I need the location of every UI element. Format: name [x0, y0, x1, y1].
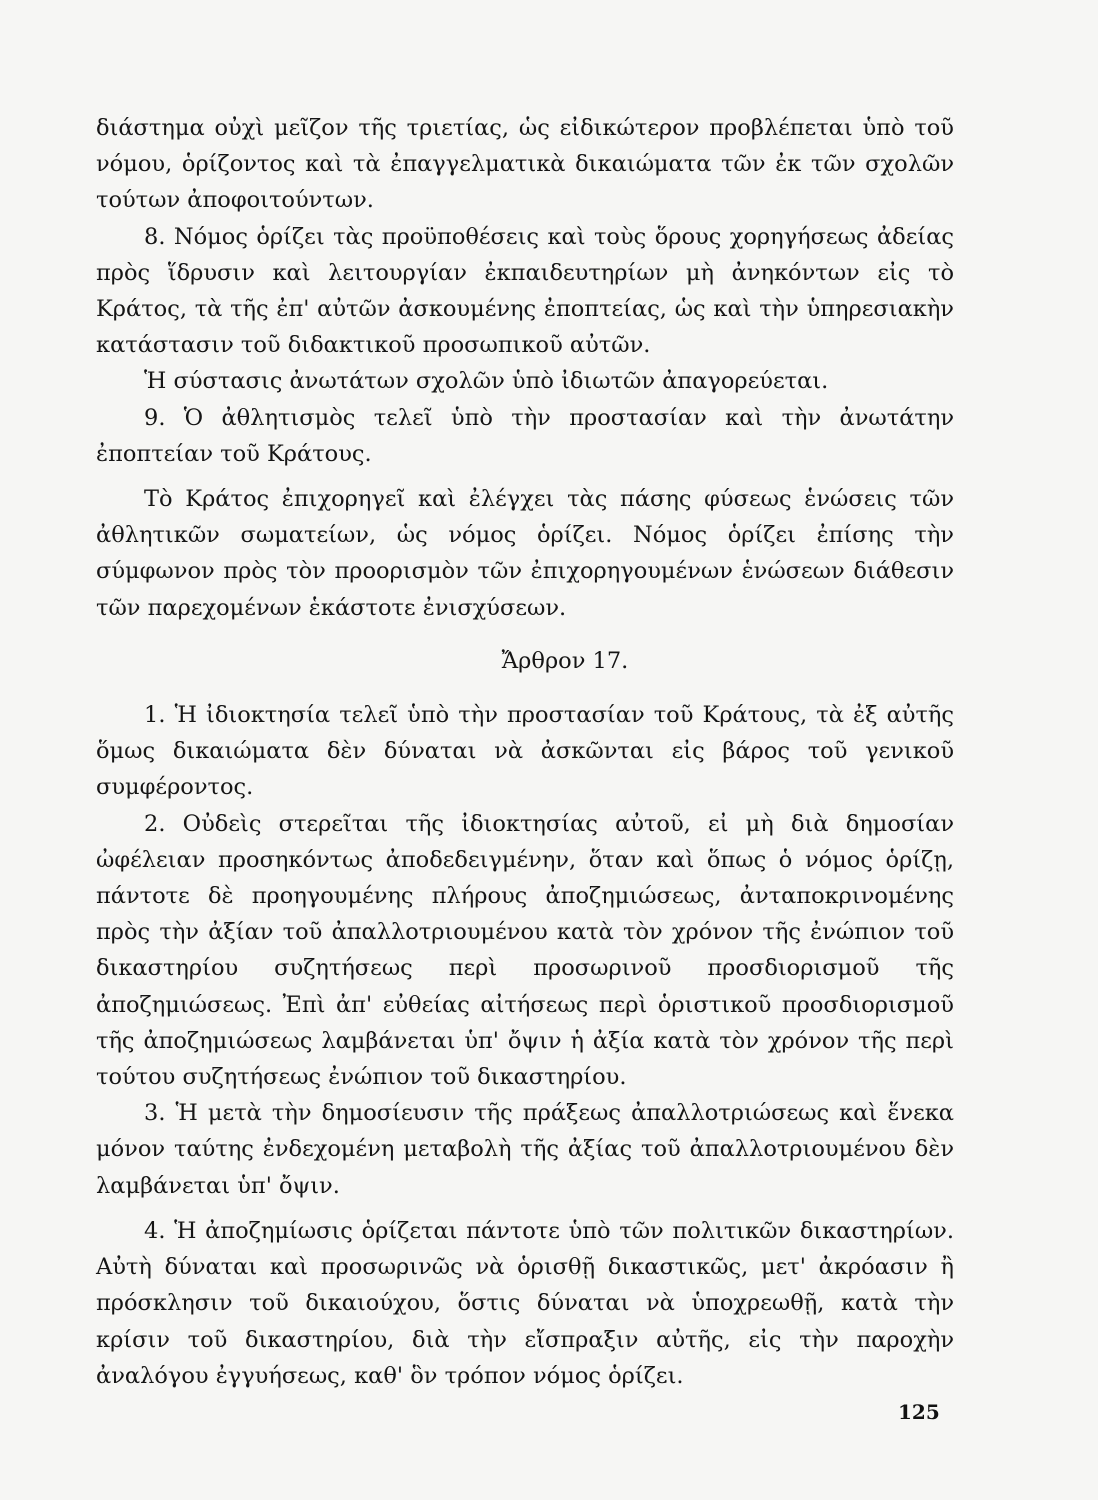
article-heading: Ἄρθρον 17. [501, 647, 629, 674]
body-text [96, 110, 954, 1394]
page-number: 125 [898, 1400, 940, 1424]
article-17-clause-4: 4. Ἡ ἀποζημίωσις ὁρίζεται πάντοτε ὑπὸ τῶν πολιτικῶν δικαστηρίων. Αὐτὴ δύναται καὶ προσωρινῶς νὰ ὁρισθῇ δικαστικῶς, μετ' ἀκρόασιν ἢ πρόσκλησιν τοῦ δικαιούχου, ὅστις δύναται νὰ ὑποχρεωθῇ, κατὰ τὴν κρίσιν τοῦ δικαστηρίου, διὰ τὴν εἴσπραξιν αὐτῆς, εἰς τὴν παροχὴν ἀναλόγου ἐγγυήσεως, καθ' ὃν τρόπον νόμος ὁρίζει. [96, 1217, 954, 1389]
paragraph-clause-8: 8. Νόμος ὁρίζει τὰς προϋποθέσεις καὶ τοὺς ὅρους χορηγήσεως ἀδείας πρὸς ἵδρυσιν καὶ λειτουργίαν ἐκπαιδευτηρίων μὴ ἀνηκόντων εἰς τὸ Κράτος, τὰ τῆς ἐπ' αὐτῶν ἀσκουμένης ἐποπτείας, ὡς καὶ τὴν ὑπηρεσιακὴν κατάστασιν τοῦ διδακτικοῦ προσωπικοῦ αὐτῶν. [96, 223, 954, 359]
article-17-clause-2: 2. Οὐδεὶς στερεῖται τῆς ἰδιοκτησίας αὐτοῦ, εἰ μὴ διὰ δημοσίαν ὠφέλειαν προσηκόντως ἀποδεδειγμένην, ὅταν καὶ ὅπως ὁ νόμος ὁρίζῃ, πάντοτε δὲ προηγουμένης πλήρους ἀποζημιώσεως, ἀνταποκρινομένης πρὸς τὴν ἀξίαν τοῦ ἀπαλλοτριουμένου κατὰ τὸν χρόνον τῆς ἐνώπιον τοῦ δικαστηρίου συζητήσεως περὶ προσωρινοῦ προσδιορισμοῦ τῆς ἀποζημιώσεως. Ἐπὶ ἀπ' εὐθείας αἰτήσεως περὶ ὁριστικοῦ προσδιορισμοῦ τῆς ἀποζημιώσεως λαμβάνεται ὑπ' ὄψιν ἡ ἀξία κατὰ τὸν χρόνον τῆς περὶ τούτου συζητήσεως ἐνώπιον τοῦ δικαστηρίου. [96, 810, 954, 1091]
article-17-clause-3: 3. Ἡ μετὰ τὴν δημοσίευσιν τῆς πράξεως ἀπαλλοτριώσεως καὶ ἕνεκα μόνον ταύτης ἐνδεχομένη μεταβολὴ τῆς ἀξίας τοῦ ἀπαλλοτριουμένου δὲν λαμβάνεται ὑπ' ὄψιν. [96, 1100, 954, 1199]
article-17-clause-1: 1. Ἡ ἰδιοκτησία τελεῖ ὑπὸ τὴν προστασίαν τοῦ Κράτους, τὰ ἐξ αὐτῆς ὅμως δικαιώματα δὲν δύναται νὰ ἀσκῶνται εἰς βάρος τοῦ γενικοῦ συμφέροντος. [96, 702, 954, 801]
paragraph-continuation: διάστημα οὐχὶ μεῖζον τῆς τριετίας, ὡς εἰδικώτερον προβλέπεται ὑπὸ τοῦ νόμου, ὁρίζοντος καὶ τὰ ἐπαγγελματικὰ δικαιώματα τῶν ἐκ τῶν σχολῶν τούτων ἀποφοιτούντων. [96, 115, 954, 214]
paragraph-clause-8-private-universities: Ἡ σύστασις ἀνωτάτων σχολῶν ὑπὸ ἰδιωτῶν ἀπαγορεύεται. [144, 368, 829, 395]
paragraph-clause-9: 9. Ὁ ἀθλητισμὸς τελεῖ ὑπὸ τὴν προστασίαν καὶ τὴν ἀνωτάτην ἐποπτείαν τοῦ Κράτους. [96, 404, 954, 467]
paragraph-clause-9-funding: Τὸ Κράτος ἐπιχορηγεῖ καὶ ἐλέγχει τὰς πάσης φύσεως ἑνώσεις τῶν ἀθλητικῶν σωματείων, ὡς νόμος ὁρίζει. Νόμος ὁρίζει ἐπίσης τὴν σύμφωνον πρὸς τὸν προορισμὸν τῶν ἐπιχορηγουμένων ἑνώσεων διάθεσιν τῶν παρεχομένων ἑκάστοτε ἐνισχύσεων. [96, 486, 954, 621]
